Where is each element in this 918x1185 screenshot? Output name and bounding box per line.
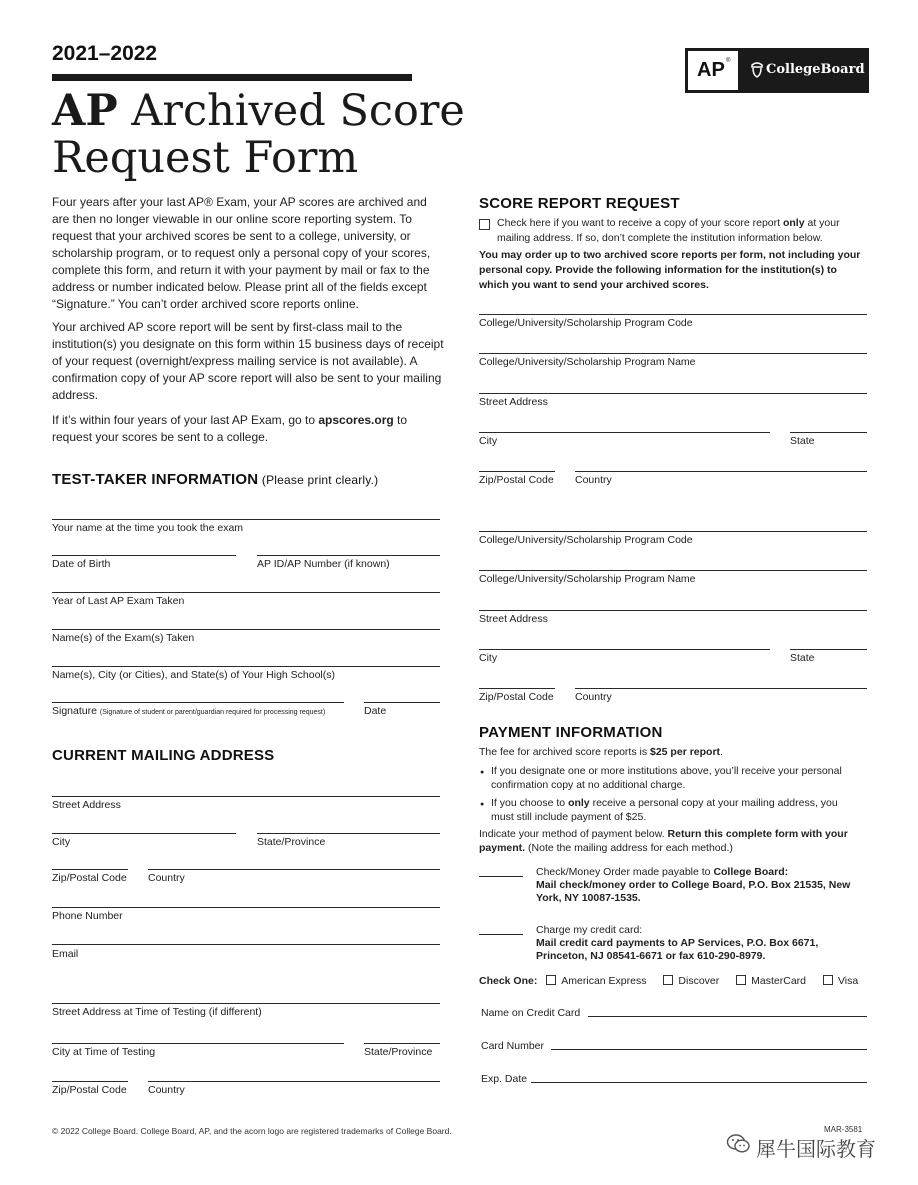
- signature-date-label: Date: [364, 705, 387, 717]
- inst1-name-field[interactable]: [479, 353, 867, 354]
- name-on-card-label: Name on Credit Card: [481, 1007, 581, 1019]
- title-line2: Request Form: [52, 133, 359, 183]
- check-one-label: Check One:: [479, 975, 538, 987]
- inst1-city-label: City: [479, 435, 498, 447]
- mailing-street-label: Street Address: [52, 799, 121, 811]
- name-label: Your name at the time you took the exam: [52, 522, 244, 534]
- acorn-icon: [750, 61, 764, 79]
- email-field[interactable]: [52, 944, 440, 945]
- inst2-state-label: State: [790, 652, 815, 664]
- card-number-field[interactable]: [551, 1049, 867, 1050]
- discover-checkbox[interactable]: [663, 975, 673, 985]
- credit-card-method-text: Charge my credit card: Mail credit card payments to AP Services, P.O. Box 6671, Princeton, NJ 08541-6671 or fax 610-290-8979.: [536, 924, 819, 962]
- inst2-country-label: Country: [575, 691, 612, 703]
- testing-country-field[interactable]: [148, 1081, 440, 1082]
- phone-field[interactable]: [52, 907, 440, 908]
- mailing-heading: CURRENT MAILING ADDRESS: [52, 747, 275, 764]
- check-money-order-field[interactable]: [479, 876, 523, 877]
- card-discover-option[interactable]: Discover: [663, 975, 719, 987]
- mastercard-checkbox[interactable]: [736, 975, 746, 985]
- ap-id-label: AP ID/AP Number (if known): [257, 558, 390, 570]
- inst1-code-label: College/University/Scholarship Program Code: [479, 317, 693, 329]
- inst2-street-label: Street Address: [479, 613, 548, 625]
- schools-label: Name(s), City (or Cities), and State(s) of Your High School(s): [52, 669, 336, 681]
- name-field[interactable]: [52, 519, 440, 520]
- score-report-heading: SCORE REPORT REQUEST: [479, 195, 680, 212]
- dob-field[interactable]: [52, 555, 236, 556]
- title-ap: AP: [52, 86, 118, 136]
- payment-bullet-1: ● If you designate one or more institutions above, you’ll receive your personal confirmation copy at no additional charge.: [491, 764, 863, 792]
- testing-city-field[interactable]: [52, 1043, 344, 1044]
- visa-checkbox[interactable]: [823, 975, 833, 985]
- inst1-country-label: Country: [575, 474, 612, 486]
- inst1-city-field[interactable]: [479, 432, 770, 433]
- logo-cb-text: CollegeBoard: [766, 62, 865, 77]
- copyright-text: © 2022 College Board. College Board, AP, and the acorn logo are registered trademarks of College Board.: [52, 1126, 452, 1136]
- inst2-state-field[interactable]: [790, 649, 867, 650]
- card-visa-option[interactable]: Visa: [823, 975, 858, 987]
- testing-state-label: State/Province: [364, 1046, 433, 1058]
- inst2-city-field[interactable]: [479, 649, 770, 650]
- exams-field[interactable]: [52, 629, 440, 630]
- exams-label: Name(s) of the Exam(s) Taken: [52, 632, 195, 644]
- logo-ap-text: AP: [697, 59, 725, 81]
- testing-street-field[interactable]: [52, 1003, 440, 1004]
- personal-copy-only-checkbox[interactable]: [479, 219, 490, 230]
- payment-heading: PAYMENT INFORMATION: [479, 724, 663, 741]
- mailing-state-label: State/Province: [257, 836, 326, 848]
- intro-paragraph-2: Your archived AP score report will be sent by first-class mail to the institution(s) you designate on this form within 15 business days of receipt of your request (overnight/express mailing service is not available). A confirmation copy of your AP score report will also be sent to your mailing address.: [52, 320, 444, 402]
- mailing-zip-label: Zip/Postal Code: [52, 872, 127, 884]
- mailing-city-field[interactable]: [52, 833, 236, 834]
- inst1-country-field[interactable]: [575, 471, 867, 472]
- mailing-country-label: Country: [148, 872, 185, 884]
- inst1-zip-field[interactable]: [479, 471, 555, 472]
- inst1-name-label: College/University/Scholarship Program Name: [479, 356, 696, 368]
- intro-paragraph-3: If it’s within four years of your last AP Exam, go to apscores.org to request your scores be sent to a college.: [52, 413, 408, 444]
- inst2-country-field[interactable]: [575, 688, 867, 689]
- testing-zip-field[interactable]: [52, 1081, 128, 1082]
- intro-paragraph-1: Four years after your last AP® Exam, your AP scores are archived and are then no longer viewable in our online score reporting system. To request that your archived scores be sent to a college, university, or scholarship program, or to request only a personal copy of your scores, complete this form, and return it with your payment by mail or fax to the address or number indicated below. Please print all of the fields except “Signature.” You can’t order archived score reports online.: [52, 195, 431, 311]
- inst2-city-label: City: [479, 652, 498, 664]
- watermark-text: 犀牛国际教育: [756, 1137, 876, 1161]
- testing-street-label: Street Address at Time of Testing (if different): [52, 1006, 262, 1018]
- personal-copy-only-text: Check here if you want to receive a copy of your score report only at your mailing address. If so, don’t complete the institution information below.: [497, 217, 840, 244]
- logo-ap-box: AP ®: [688, 51, 738, 90]
- check-money-order-text: Check/Money Order made payable to College Board: Mail check/money order to College Board, P.O. Box 21535, New York, NY 10087-1535.: [536, 866, 851, 904]
- payment-fee-text: The fee for archived score reports is $25 per report.: [479, 746, 723, 758]
- test-taker-heading: TEST-TAKER INFORMATION (Please print clearly.): [52, 471, 379, 488]
- apscores-link[interactable]: apscores.org: [318, 413, 394, 427]
- card-type-row: [479, 975, 858, 987]
- mailing-street-field[interactable]: [52, 796, 440, 797]
- mailing-state-field[interactable]: [257, 833, 440, 834]
- inst1-zip-label: Zip/Postal Code: [479, 474, 554, 486]
- form-code: MAR-3581: [824, 1125, 863, 1134]
- inst1-state-label: State: [790, 435, 815, 447]
- ap-id-field[interactable]: [257, 555, 440, 556]
- title-line1: Archived Score: [117, 86, 465, 136]
- signature-field[interactable]: [52, 702, 344, 703]
- inst2-code-field[interactable]: [479, 531, 867, 532]
- college-board-logo: [685, 48, 869, 93]
- phone-label: Phone Number: [52, 910, 123, 922]
- inst2-zip-label: Zip/Postal Code: [479, 691, 554, 703]
- form-year: 2021–2022: [52, 42, 158, 65]
- exp-date-field[interactable]: [531, 1082, 867, 1083]
- exp-date-label: Exp. Date: [481, 1073, 528, 1085]
- header-bar: [52, 74, 412, 81]
- testing-zip-label: Zip/Postal Code: [52, 1084, 127, 1096]
- page-title: [52, 88, 465, 182]
- inst1-street-field[interactable]: [479, 393, 867, 394]
- inst1-street-label: Street Address: [479, 396, 548, 408]
- signature-date-field[interactable]: [364, 702, 440, 703]
- name-on-card-field[interactable]: [588, 1016, 867, 1017]
- testing-city-label: City at Time of Testing: [52, 1046, 156, 1058]
- schools-field[interactable]: [52, 666, 440, 667]
- year-field[interactable]: [52, 592, 440, 593]
- email-label: Email: [52, 948, 79, 960]
- inst2-zip-field[interactable]: [479, 688, 555, 689]
- mailing-country-field[interactable]: [148, 869, 440, 870]
- mailing-city-label: City: [52, 836, 71, 848]
- card-mastercard-option[interactable]: MasterCard: [736, 975, 806, 987]
- card-number-label: Card Number: [481, 1040, 545, 1052]
- inst1-state-field[interactable]: [790, 432, 867, 433]
- score-report-note: You may order up to two archived score reports per form, not including your personal copy. Provide the following information for the institution(s) to which you want to send your archived scores.: [479, 249, 861, 291]
- testing-country-label: Country: [148, 1084, 185, 1096]
- amex-checkbox[interactable]: [546, 975, 556, 985]
- inst1-code-field[interactable]: [479, 314, 867, 315]
- mailing-zip-field[interactable]: [52, 869, 128, 870]
- wechat-icon: [726, 1132, 752, 1156]
- dob-label: Date of Birth: [52, 558, 111, 570]
- inst2-name-field[interactable]: [479, 570, 867, 571]
- payment-indicate-text: Indicate your method of payment below. Return this complete form with your payment. (Note the mailing address for each method.): [479, 828, 848, 854]
- card-amex-option[interactable]: American Express: [546, 975, 646, 987]
- inst2-name-label: College/University/Scholarship Program Name: [479, 573, 696, 585]
- inst2-street-field[interactable]: [479, 610, 867, 611]
- inst2-code-label: College/University/Scholarship Program Code: [479, 534, 693, 546]
- testing-state-field[interactable]: [364, 1043, 440, 1044]
- signature-label: Signature (Signature of student or parent/guardian required for processing request): [52, 705, 326, 717]
- year-label: Year of Last AP Exam Taken: [52, 595, 185, 607]
- credit-card-method-field[interactable]: [479, 934, 523, 935]
- payment-bullet-2: ● If you choose to only receive a personal copy at your mailing address, you must still include payment of $25.: [491, 796, 863, 824]
